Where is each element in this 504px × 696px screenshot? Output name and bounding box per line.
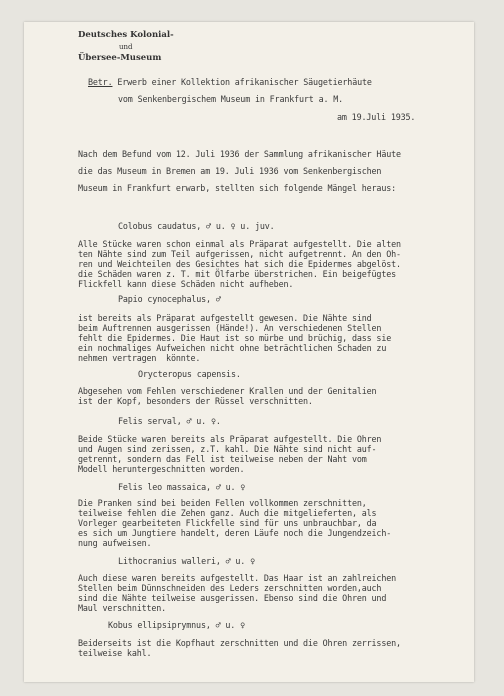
subject-text-1: Erwerb einer Kollektion afrikanischer Säugetierhäute xyxy=(117,77,372,87)
intro-line-2: die das Museum in Bremen am 19. Juli 1936 vom Senkenbergischen xyxy=(78,166,382,176)
leo-text-5: nung aufweisen. xyxy=(78,538,152,548)
species-colobus: Colobus caudatus, ♂ u. ♀ u. juv. xyxy=(118,221,275,231)
intro-line-3: Museum in Frankfurt erwarb, stellten sich folgende Mängel heraus: xyxy=(78,183,396,193)
kobus-text-2: teilweise kahl. xyxy=(78,648,152,658)
orycteropus-text-1: Abgesehen vom Fehlen verschiedener Krallen und der Genitalien xyxy=(78,386,377,396)
letter-page xyxy=(24,22,474,682)
lithocranius-text-4: Maul verschnitten. xyxy=(78,603,167,613)
leo-text-3: Vorleger gearbeiteten Flickfelle sind für uns unbrauchbar, da xyxy=(78,518,377,528)
leo-text-1: Die Pranken sind bei beiden Fellen vollkommen zerschnitten, xyxy=(78,498,367,508)
letterhead-line-3: Übersee-Museum xyxy=(78,53,162,63)
letter-date: am 19.Juli 1935. xyxy=(337,112,416,122)
species-felis-leo: Felis leo massaica, ♂ u. ♀ xyxy=(118,482,246,492)
lithocranius-text-3: sind die Nähte teilweise ausgerissen. Ebenso sind die Ohren und xyxy=(78,593,387,603)
species-felis-serval: Felis serval, ♂ u. ♀. xyxy=(118,416,221,426)
species-papio: Papio cynocephalus, ♂ xyxy=(118,294,221,304)
serval-text-3: getrennt, sondern das Fell ist teilweise neben der Naht vom xyxy=(78,454,367,464)
colobus-text-1: Alle Stücke waren schon einmal als Präparat aufgestellt. Die alten xyxy=(78,239,401,249)
papio-text-4: ein nochmaliges Aufweichen nicht ohne beträchtlichen Schaden zu xyxy=(78,343,387,353)
serval-text-4: Modell heruntergeschnitten worden. xyxy=(78,464,245,474)
lithocranius-text-2: Stellen beim Dünnschneiden des Leders zerschnitten worden,auch xyxy=(78,583,382,593)
serval-text-2: und Augen sind zerissen, z.T. kahl. Die Nähte sind nicht auf- xyxy=(78,444,377,454)
colobus-text-2: ten Nähte sind zum Teil aufgerissen, nicht aufgetrennt. An den Oh- xyxy=(78,249,401,259)
leo-text-2: teilweise fehlen die Zehen ganz. Auch die mitgelieferten, als xyxy=(78,508,377,518)
colobus-text-3: ren und Weichteilen des Gesichtes hat sich die Epidermes abgelöst. xyxy=(78,259,401,269)
orycteropus-text-2: ist der Kopf, besonders der Rüssel verschnitten. xyxy=(78,396,313,406)
species-kobus: Kobus ellipsiprymnus, ♂ u. ♀ xyxy=(108,620,245,630)
leo-text-4: es sich um Jungtiere handelt, deren Läufe noch die Jungendzeich- xyxy=(78,528,392,538)
letterhead-line-2: und xyxy=(119,43,133,51)
species-orycteropus: Orycteropus capensis. xyxy=(138,369,241,379)
colobus-text-5: Flickfell kann diese Schäden nicht aufheben. xyxy=(78,279,294,289)
colobus-text-4: die Schäden waren z. T. mit Ölfarbe überstrichen. Ein beigefügtes xyxy=(78,269,396,279)
lithocranius-text-1: Auch diese waren bereits aufgestellt. Das Haar ist an zahlreichen xyxy=(78,573,396,583)
papio-text-3: fehlt die Epidermes. Die Haut ist so mürbe und brüchig, dass sie xyxy=(78,333,392,343)
subject-line-1 xyxy=(88,77,372,87)
papio-text-2: beim Auftrennen ausgerissen (Hände!). An verschiedenen Stellen xyxy=(78,323,382,333)
letterhead-line-1: Deutsches Kolonial- xyxy=(78,30,174,40)
kobus-text-1: Beiderseits ist die Kopfhaut zerschnitten und die Ohren zerrissen, xyxy=(78,638,401,648)
papio-text-1: ist bereits als Präparat aufgestellt gewesen. Die Nähte sind xyxy=(78,313,372,323)
intro-line-1: Nach dem Befund vom 12. Juli 1936 der Sammlung afrikanischer Häute xyxy=(78,149,401,159)
serval-text-1: Beide Stücke waren bereits als Präparat aufgestellt. Die Ohren xyxy=(78,434,382,444)
species-lithocranius: Lithocranius walleri, ♂ u. ♀ xyxy=(118,556,255,566)
subject-prefix: Betr. xyxy=(88,77,113,87)
papio-text-5: nehmen vertragen könnte. xyxy=(78,353,201,363)
subject-line-2: vom Senkenbergischem Museum in Frankfurt a. M. xyxy=(118,94,344,104)
